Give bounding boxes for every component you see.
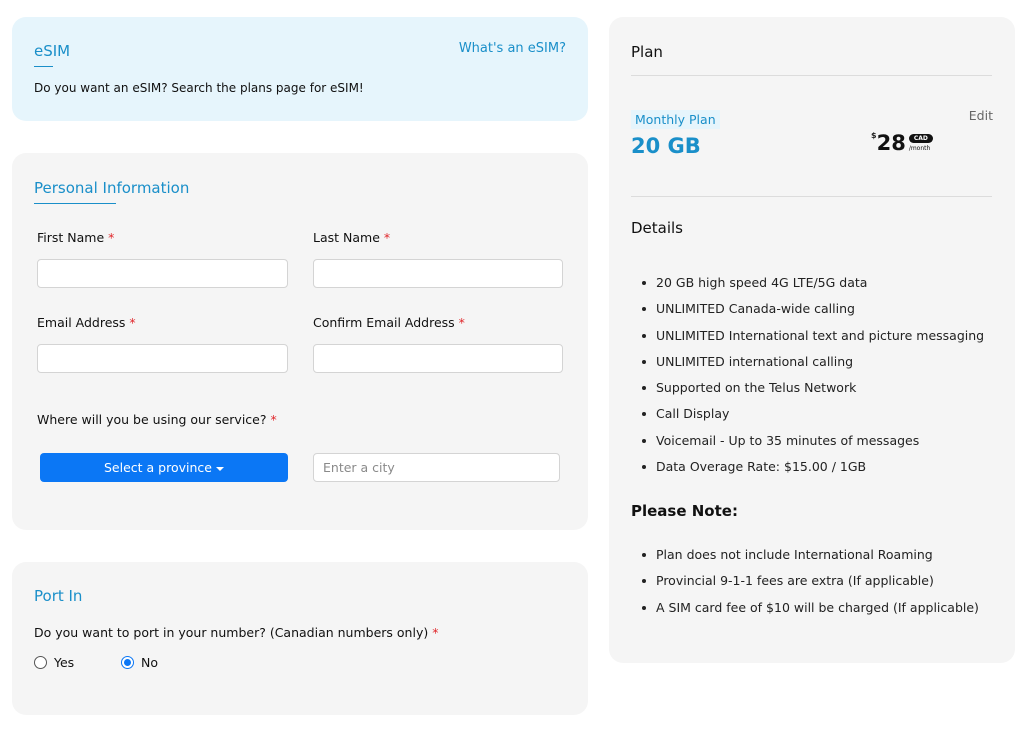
service-location-label [37,412,277,427]
bullet-icon [642,606,646,610]
currency-symbol: $ [871,131,877,140]
list-item [631,547,979,573]
select-province-button[interactable] [40,453,288,482]
list-item-text: Voicemail - Up to 35 minutes of messages [656,432,920,448]
list-item-text: Supported on the Telus Network [656,380,857,396]
required-mark: * [270,412,277,427]
personal-information-underline [34,203,116,204]
bullet-icon [642,465,646,469]
currency-badge: CAD [909,134,933,143]
bullet-icon [642,307,646,311]
port-in-question-text: Do you want to port in your number? (Canadian numbers only) [34,625,429,640]
bullet-icon [642,579,646,583]
list-item-text: Call Display [656,406,730,422]
list-item [631,459,984,485]
bullet-icon [642,386,646,390]
list-item [631,301,984,327]
list-item-text: A SIM card fee of $10 will be charged (If applicable) [656,599,979,615]
required-mark: * [129,315,136,330]
list-item-text: UNLIMITED International text and picture messaging [656,327,985,343]
list-item [631,275,984,301]
list-item-text: 20 GB high speed 4G LTE/5G data [656,275,868,290]
email-label [37,315,136,330]
list-item-text: Provincial 9-1-1 fees are extra (If applicable) [656,573,934,589]
personal-information-card [12,153,588,530]
plan-price [871,129,933,154]
port-in-yes-option[interactable] [34,655,74,670]
list-item [631,380,984,406]
port-in-card [12,562,588,715]
list-item-text: UNLIMITED Canada-wide calling [656,301,855,317]
port-in-yes-label: Yes [54,655,75,670]
esim-card [12,17,588,121]
whats-an-esim-link[interactable]: What's an eSIM? [458,41,566,56]
select-province-label: Select a province [104,460,212,475]
plan-details-list [631,275,984,485]
first-name-input[interactable] [37,259,288,288]
bullet-icon [642,439,646,443]
port-in-no-radio[interactable] [121,656,134,669]
required-mark: * [108,230,115,245]
list-item [631,354,984,380]
required-mark: * [458,315,465,330]
list-item [631,328,984,354]
port-in-no-label: No [141,655,158,670]
bullet-icon [642,334,646,338]
required-mark: * [432,625,439,640]
email-input[interactable] [37,344,288,373]
bullet-icon [642,281,646,285]
plan-type-badge: Monthly Plan [631,110,720,129]
last-name-input[interactable] [313,259,563,288]
bullet-icon [642,553,646,557]
esim-title: eSIM [34,42,71,60]
city-input[interactable] [313,453,560,482]
list-item [631,573,979,599]
caret-down-icon [216,467,224,471]
price-meta [909,134,933,152]
port-in-no-option[interactable] [121,655,158,670]
last-name-label [313,230,390,245]
port-in-question [34,625,438,640]
required-mark: * [383,230,391,245]
list-item-text: Plan does not include International Roaming [656,547,933,562]
port-in-title: Port In [34,587,83,605]
plan-divider [631,75,992,76]
bullet-icon [642,360,646,364]
esim-description: Do you want an eSIM? Search the plans page for eSIM! [34,81,364,95]
edit-plan-link[interactable]: Edit [968,108,993,123]
plan-summary-card [609,17,1015,663]
confirm-email-input[interactable] [313,344,563,373]
port-in-yes-radio[interactable] [34,656,47,669]
confirm-email-label-text: Confirm Email Address [313,315,455,330]
plan-title: Plan [631,43,663,61]
details-title: Details [631,219,684,237]
please-note-title: Please Note: [631,502,738,520]
list-item [631,600,979,626]
list-item-text: Data Overage Rate: $15.00 / 1GB [656,459,867,475]
bullet-icon [642,412,646,416]
billing-period: /month [908,145,931,152]
email-label-text: Email Address [37,315,126,330]
confirm-email-label [313,315,465,330]
service-location-label-text: Where will you be using our service? [37,412,267,427]
plan-notes-list [631,547,979,626]
list-item-text: UNLIMITED international calling [656,353,854,369]
details-divider [631,196,992,197]
first-name-label [37,230,114,245]
plan-data-amount: 20 GB [631,134,701,158]
last-name-label-text: Last Name [313,230,380,245]
first-name-label-text: First Name [37,230,105,245]
list-item [631,433,984,459]
list-item [631,406,984,432]
personal-information-title: Personal Information [34,179,190,197]
esim-title-underline [34,66,53,67]
price-amount: 28 [876,131,906,155]
